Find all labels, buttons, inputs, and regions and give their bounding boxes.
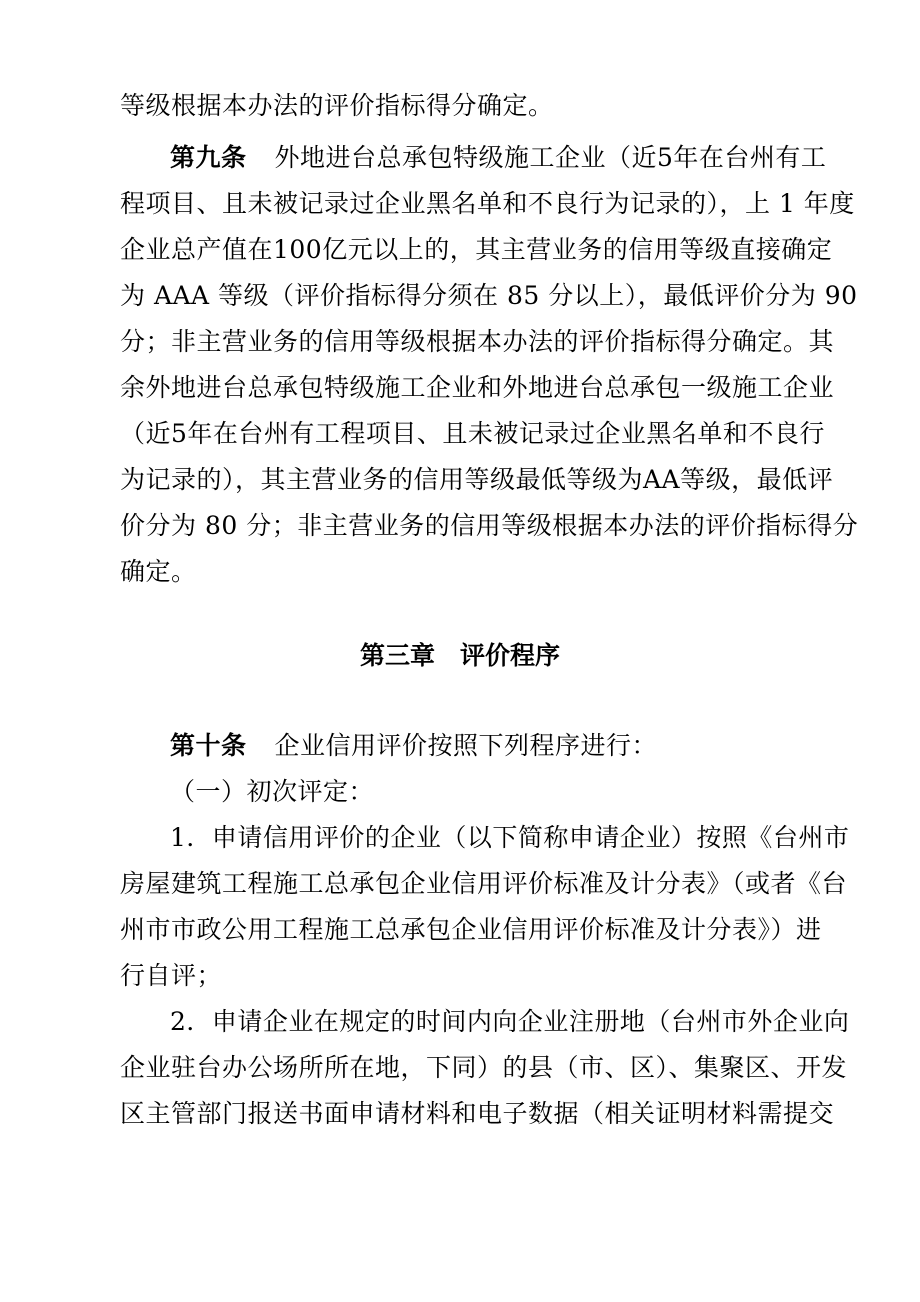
item-1-line: 1．申请信用评价的企业（以下简称申请企业）按照《台州市 [170,823,850,852]
article-9-line: 程项目、且未被记录过企业黑名单和不良行为记录的），上 1 年度 [120,189,855,218]
paragraph-continuation: 等级根据本办法的评价指标得分确定。 [120,91,554,120]
article-9-line: 为 AAA 等级（评价指标得分须在 85 分以上），最低评价分为 90 [120,281,858,310]
article-9-line: 确定。 [120,557,197,586]
article-9-line: 分；非主营业务的信用等级根据本办法的评价指标得分确定。其 [120,327,835,356]
item-2-line: 区主管部门报送书面申请材料和电子数据（相关证明材料需提交 [120,1099,835,1128]
article-10-intro: 企业信用评价按照下列程序进行： [274,731,658,760]
item-1-line: 房屋建筑工程施工总承包企业信用评价标准及计分表》（或者《台 [120,869,848,898]
item-1-line: 行自评； [120,961,223,990]
article-9-title: 第九条 [170,143,247,172]
article-9-line: 企业总产值在100亿元以上的，其主营业务的信用等级直接确定 [120,235,833,264]
article-9-first-line [170,138,827,178]
article-10-title: 第十条 [170,731,247,760]
article-10-subsection-1: （一）初次评定： [170,777,375,806]
article-10-first-line [170,726,800,766]
article-9-line-0: 外地进台总承包特级施工企业（近5年在台州有工 [274,143,827,172]
article-9-line: 余外地进台总承包特级施工企业和外地进台总承包一级施工企业 [120,373,835,402]
item-1-line: 州市市政公用工程施工总承包企业信用评价标准及计分表》）进 [120,915,822,944]
article-9-line: 价分为 80 分；非主营业务的信用等级根据本办法的评价指标得分 [120,511,859,540]
item-2-line: 2．申请企业在规定的时间内向企业注册地（台州市外企业向 [170,1007,850,1036]
article-9-line: （近5年在台州有工程项目、且未被记录过企业黑名单和不良行 [120,419,825,448]
item-2-line: 企业驻台办公场所所在地，下同）的县（市、区）、集聚区、开发 [120,1053,848,1082]
chapter-3-heading: 第三章 评价程序 [359,641,560,670]
article-9-line: 为记录的），其主营业务的信用等级最低等级为AA等级，最低评 [120,465,834,494]
